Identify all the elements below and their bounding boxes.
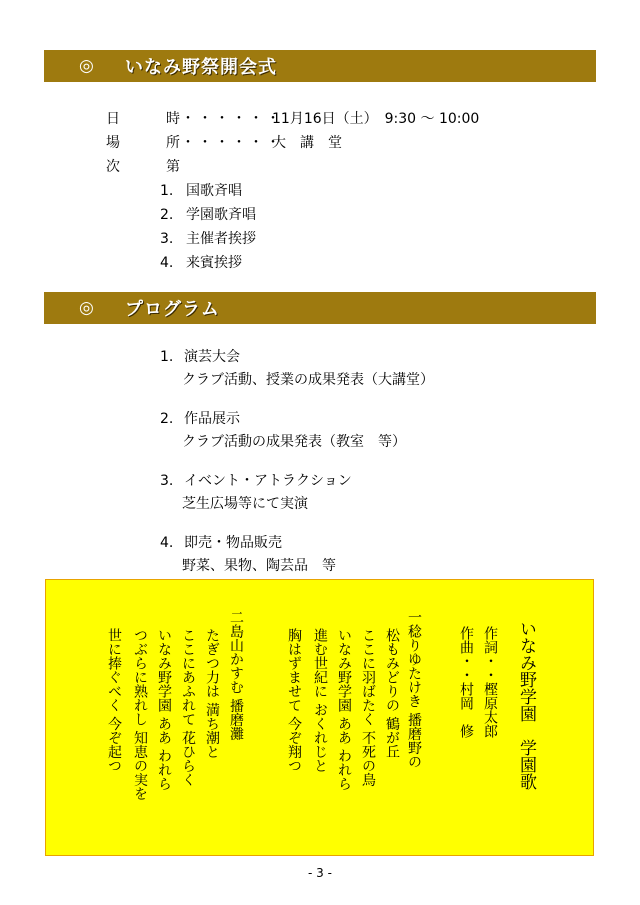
order-label-1: 次 (106, 159, 120, 175)
item-number: 4. (160, 255, 174, 271)
item-title: イベント・アトラクション (184, 473, 352, 489)
double-circle-icon: ◎ (79, 298, 94, 318)
list-item (160, 346, 434, 389)
date-label-2: 時 (166, 111, 180, 127)
item-label: 学園歌斉唱 (186, 207, 256, 223)
date-label-1: 日 (106, 111, 120, 127)
ceremony-title: いなみ野祭開会式 (125, 57, 277, 78)
list-item (160, 204, 256, 228)
item-title: 即売・物品販売 (184, 535, 282, 551)
verse-line: いなみ野学園 ああ われら (156, 628, 172, 791)
ceremony-info (106, 108, 566, 180)
list-item (160, 252, 256, 276)
item-label: 国歌斉唱 (186, 183, 242, 199)
order-label-2: 第 (166, 159, 180, 175)
verse-line: 二島山かすむ 播磨灘 (228, 610, 244, 741)
song-title: いなみ野学園 学園歌 (516, 620, 536, 790)
program-banner (44, 292, 596, 324)
date-dots: ・・・・・・ (181, 111, 283, 127)
item-number: 4. (160, 535, 174, 551)
item-detail: 芝生広場等にて実演 (182, 496, 308, 512)
item-title: 演芸大会 (184, 349, 240, 365)
verse-line: 松もみどりの 鶴が丘 (384, 628, 400, 759)
list-item (160, 470, 434, 513)
list-item (160, 532, 434, 575)
page-number: - 3 - (308, 866, 332, 880)
verse-line: ここにあふれて 花ひらく (180, 628, 196, 787)
item-detail: クラブ活動、授業の成果発表（大講堂） (182, 372, 434, 388)
verse-line: 一稔りゆたけき 播磨野の (406, 610, 422, 769)
item-number: 2. (160, 411, 174, 427)
place-label-1: 場 (106, 135, 120, 151)
verse-line: 胸はずませて 今ぞ翔つ (286, 628, 302, 773)
order-row (106, 156, 566, 180)
place-dots: ・・・・・・ (181, 135, 283, 151)
item-title: 作品展示 (184, 411, 240, 427)
list-item (160, 408, 434, 451)
ceremony-banner (44, 50, 596, 82)
item-label: 来賓挨拶 (186, 255, 242, 271)
place-label-2: 所 (166, 135, 180, 151)
verse-line: いなみ野学園 ああ われら (336, 628, 352, 791)
verse-line: つぶらに熟れし 知恵の実を (132, 628, 148, 801)
place-value: 大 講 堂 (272, 135, 342, 151)
item-number: 3. (160, 231, 174, 247)
program-title: プログラム (125, 299, 220, 320)
date-row (106, 108, 566, 132)
school-song-box (45, 579, 594, 856)
item-number: 2. (160, 207, 174, 223)
verse-line: 世に捧ぐべく 今ぞ起つ (106, 628, 122, 773)
verse-line: たぎつ力は 満ち潮と (204, 628, 220, 759)
date-value: 11月16日（土） 9:30 ～ 10:00 (272, 111, 480, 127)
song-lyricist: 作詞・・樫原太郎 (482, 626, 498, 738)
place-row (106, 132, 566, 156)
order-list (160, 180, 256, 276)
item-detail: クラブ活動の成果発表（教室 等） (182, 434, 406, 450)
double-circle-icon: ◎ (79, 56, 94, 76)
list-item (160, 228, 256, 252)
item-detail: 野菜、果物、陶芸品 等 (182, 558, 336, 574)
item-number: 1. (160, 183, 174, 199)
song-composer: 作曲・・村岡 修 (458, 626, 474, 738)
item-number: 3. (160, 473, 174, 489)
list-item (160, 180, 256, 204)
verse-line: ここに羽ばたく 不死の鳥 (360, 628, 376, 787)
program-list (160, 346, 434, 594)
item-number: 1. (160, 349, 174, 365)
verse-line: 進む世紀に おくれじと (312, 628, 328, 773)
item-label: 主催者挨拶 (186, 231, 256, 247)
